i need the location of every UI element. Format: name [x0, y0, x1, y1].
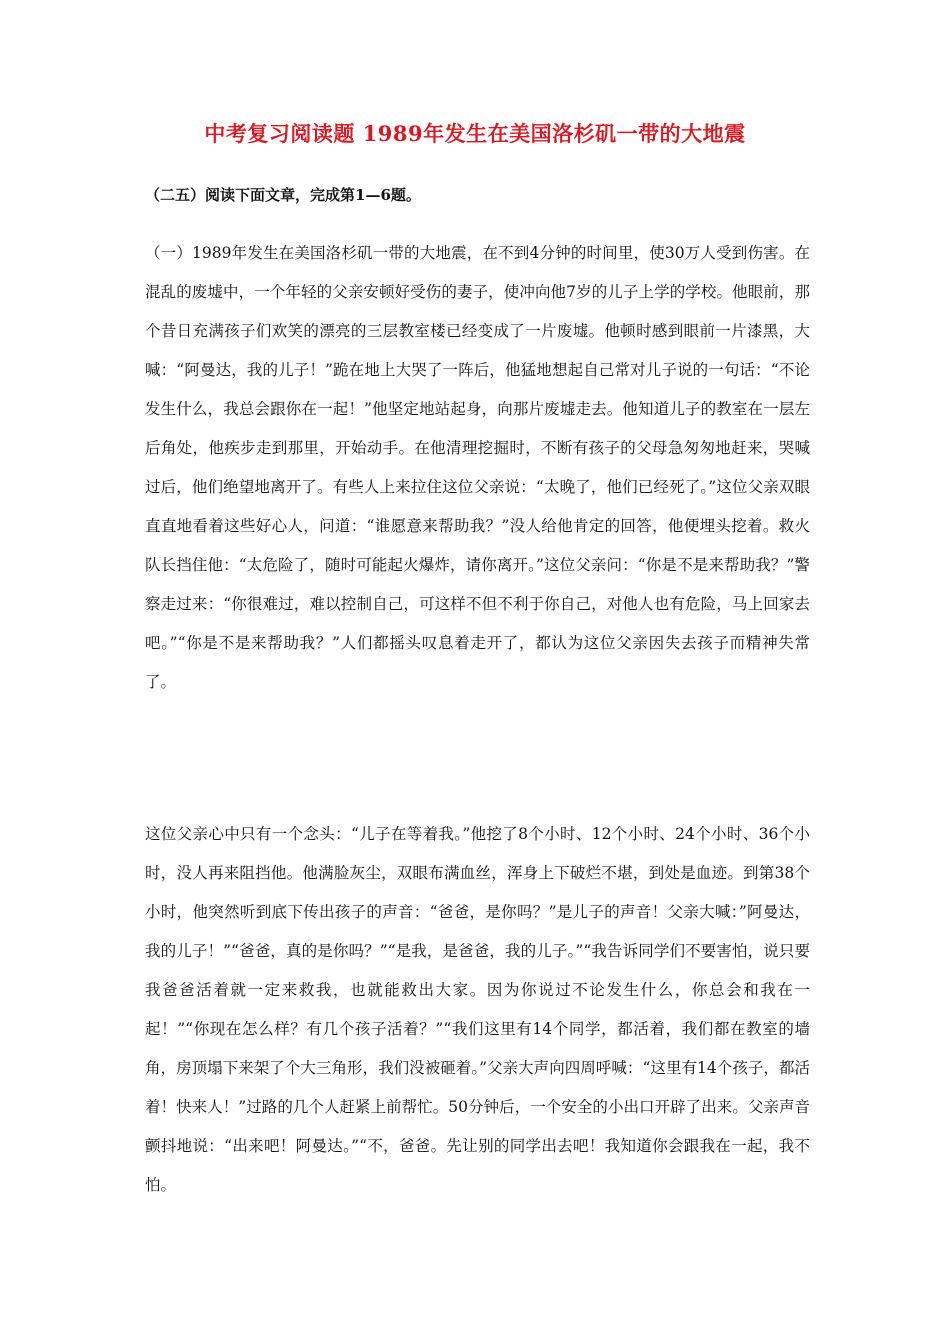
paragraph-1: （一）1989年发生在美国洛杉矶一带的大地震，在不到4分钟的时间里，使30万人受到伤害。在混乱的废墟中，一个年轻的父亲安顿好受伤的妻子，使冲向他7岁的儿子上学的学校。他眼前，那个昔日充满孩子们欢笑的漂亮的三层教室楼已经变成了一片废墟。他顿时感到眼前一片漆黑，大喊：“阿曼达，我的儿子！”跪在地上大哭了一阵后，他猛地想起自己常对儿子说的一句话：“不论发生什么，我总会跟你在一起！”他坚定地站起身，向那片废墟走去。他知道儿子的教室在一层左后角处，他疾步走到那里，开始动手。在他清理挖掘时，不断有孩子的父母急匆匆地赶来，哭喊过后，他们绝望地离开了。有些人上来拉住这位父亲说：“太晚了，他们已经死了。”这位父亲双眼直直地看着这些好心人，问道：“谁愿意来帮助我？”没人给他肯定的回答，他便埋头挖着。救火队长挡住他：“太危险了，随时可能起火爆炸，请你离开。”这位父亲问：“你是不是来帮助我？”警察走过来：“你很难过，难以控制自己，可这样不但不利于你自己，对他人也有危险，马上回家去吧。”“你是不是来帮助我？”人们都摇头叹息着走开了，都认为这位父亲因失去孩子而精神失常了。 [145, 244, 810, 691]
document-title: 中考复习阅读题 1989年发生在美国洛杉矶一带的大地震 [204, 121, 746, 146]
section-heading: （二五）阅读下面文章，完成第1—6题。 [145, 186, 421, 204]
paragraph-2: 这位父亲心中只有一个念头：“儿子在等着我。”他挖了8个小时、12个小时、24个小时、36个小时，没人再来阻挡他。他满脸灰尘，双眼布满血丝，浑身上下破烂不堪，到处是血迹。到第38个小时，他突然听到底下传出孩子的声音：“爸爸，是你吗？”是儿子的声音！父亲大喊：”阿曼达，我的儿子！”“爸爸，真的是你吗？”“是我，是爸爸，我的儿子。”“我告诉同学们不要害怕，说只要我爸爸活着就一定来救我，也就能救出大家。因为你说过不论发生什么，你总会和我在一起！”“你现在怎么样？有几个孩子活着？”“我们这里有14个同学，都活着，我们都在教室的墙角，房顶塌下来架了个大三角形，我们没被砸着。”父亲大声向四周呼喊：“这里有14个孩子，都活着！快来人！”过路的几个人赶紧上前帮忙。50分钟后，一个安全的小出口开辟了出来。父亲声音颤抖地说：“出来吧！阿曼达。”“不，爸爸。先让别的同学出去吧！我知道你会跟我在一起，我不怕。 [145, 825, 810, 1194]
